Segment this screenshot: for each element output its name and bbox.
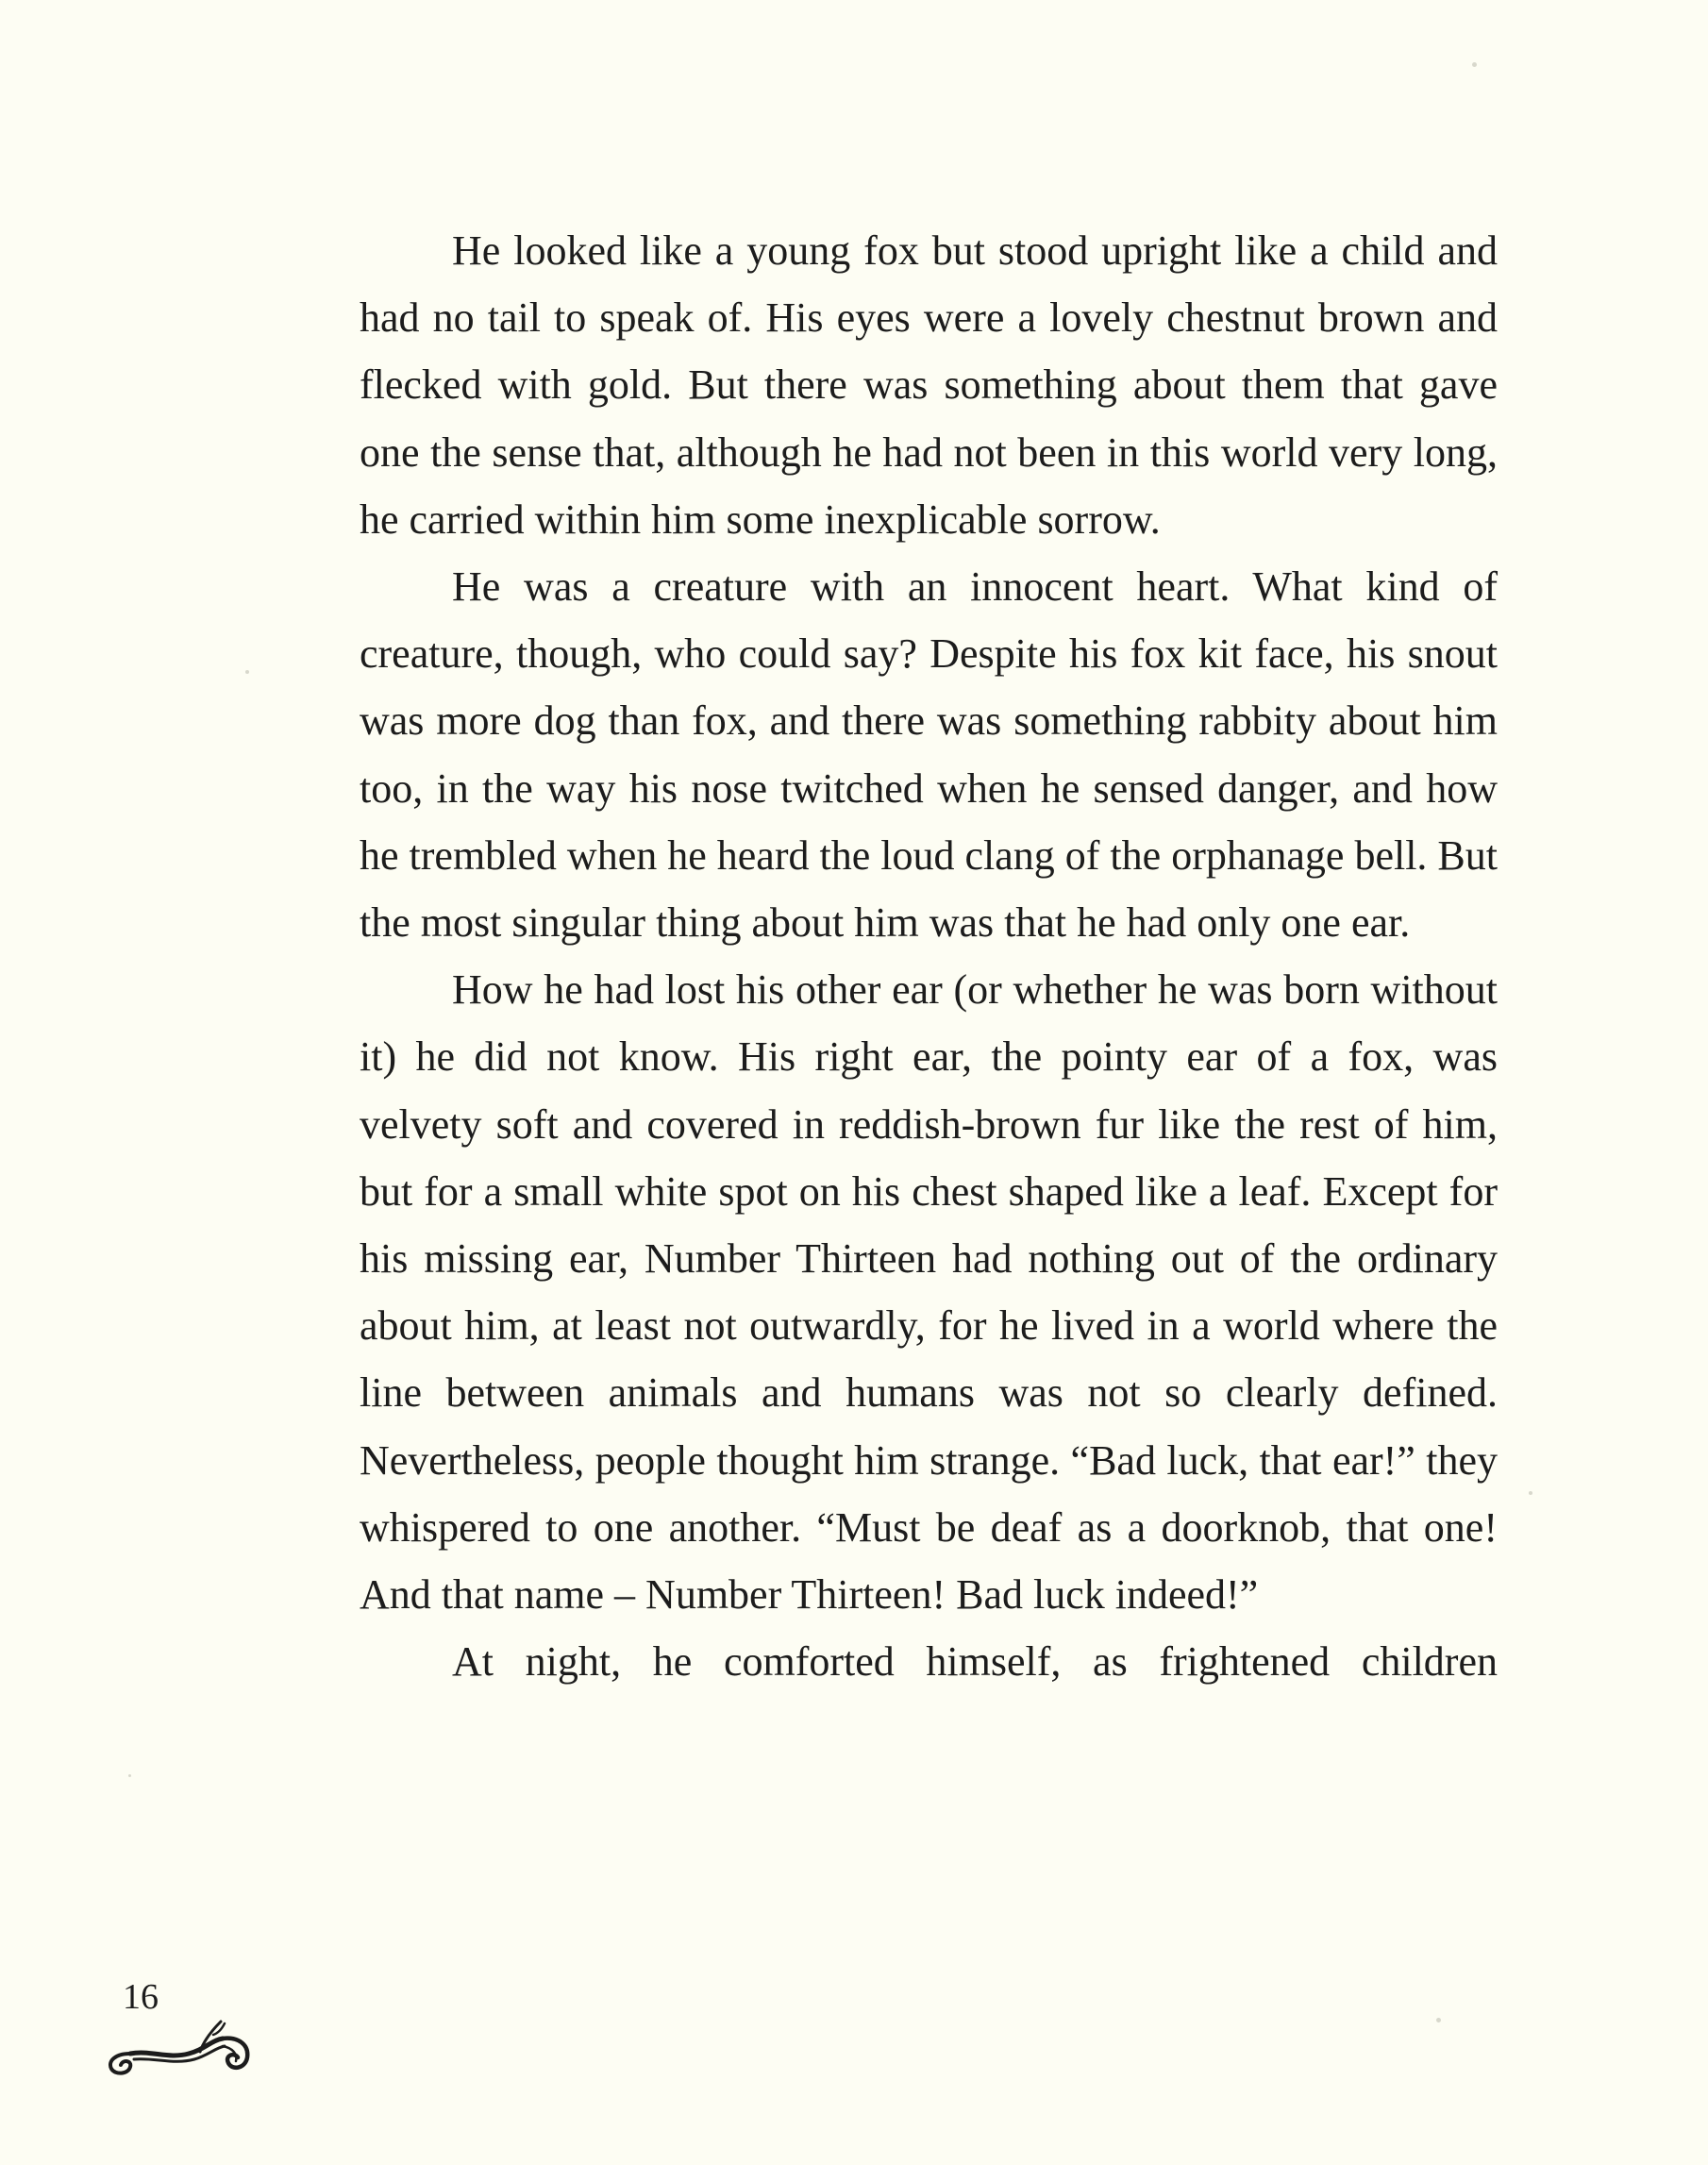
page-number: 16 (123, 1977, 159, 2017)
paragraph-1: He looked like a young fox but stood upright like a child and had no tail to speak of. His eyes were a lovely chestnut brown and flecked with gold. But there was something about them that gave one the sense that, although he had not been in this world very long, he carried within him some inexplicable sorrow. (360, 227, 1498, 543)
body-text (360, 217, 1498, 1695)
paper-speck (245, 670, 249, 674)
paper-speck (1436, 2018, 1441, 2022)
scroll-flourish-icon (102, 2012, 260, 2078)
paragraph-3: How he had lost his other ear (or whether he was born without it) he did not know. His right ear, the pointy ear of a fox, was velvety soft and covered in reddish-brown fur like the rest of him, but for a small white spot on his chest shaped like a leaf. Except for his missing ear, Number Thirteen had nothing out of the ordinary about him, at least not outwardly, for he lived in a world where the line between animals and humans was not so clearly defined. Nevertheless, people thought him strange. “Bad luck, that ear!” they whispered to one another. “Must be deaf as a doorknob, that one! And that name – Number Thirteen! Bad luck indeed!” (360, 966, 1498, 1619)
paragraph-2: He was a creature with an innocent heart. What kind of creature, though, who could say? Despite his fox kit face, his snout was more dog than fox, and there was something rabbity about him too, in the way his nose twitched when he sensed danger, and how he trembled when he heard the loud clang of the orphanage bell. But the most singular thing about him was that he had only one ear. (360, 563, 1498, 947)
paper-speck (1529, 1491, 1532, 1495)
paragraph-4: At night, he comforted himself, as frightened children (452, 1638, 1498, 1686)
paper-speck (128, 1774, 131, 1777)
paper-speck (1472, 62, 1477, 67)
